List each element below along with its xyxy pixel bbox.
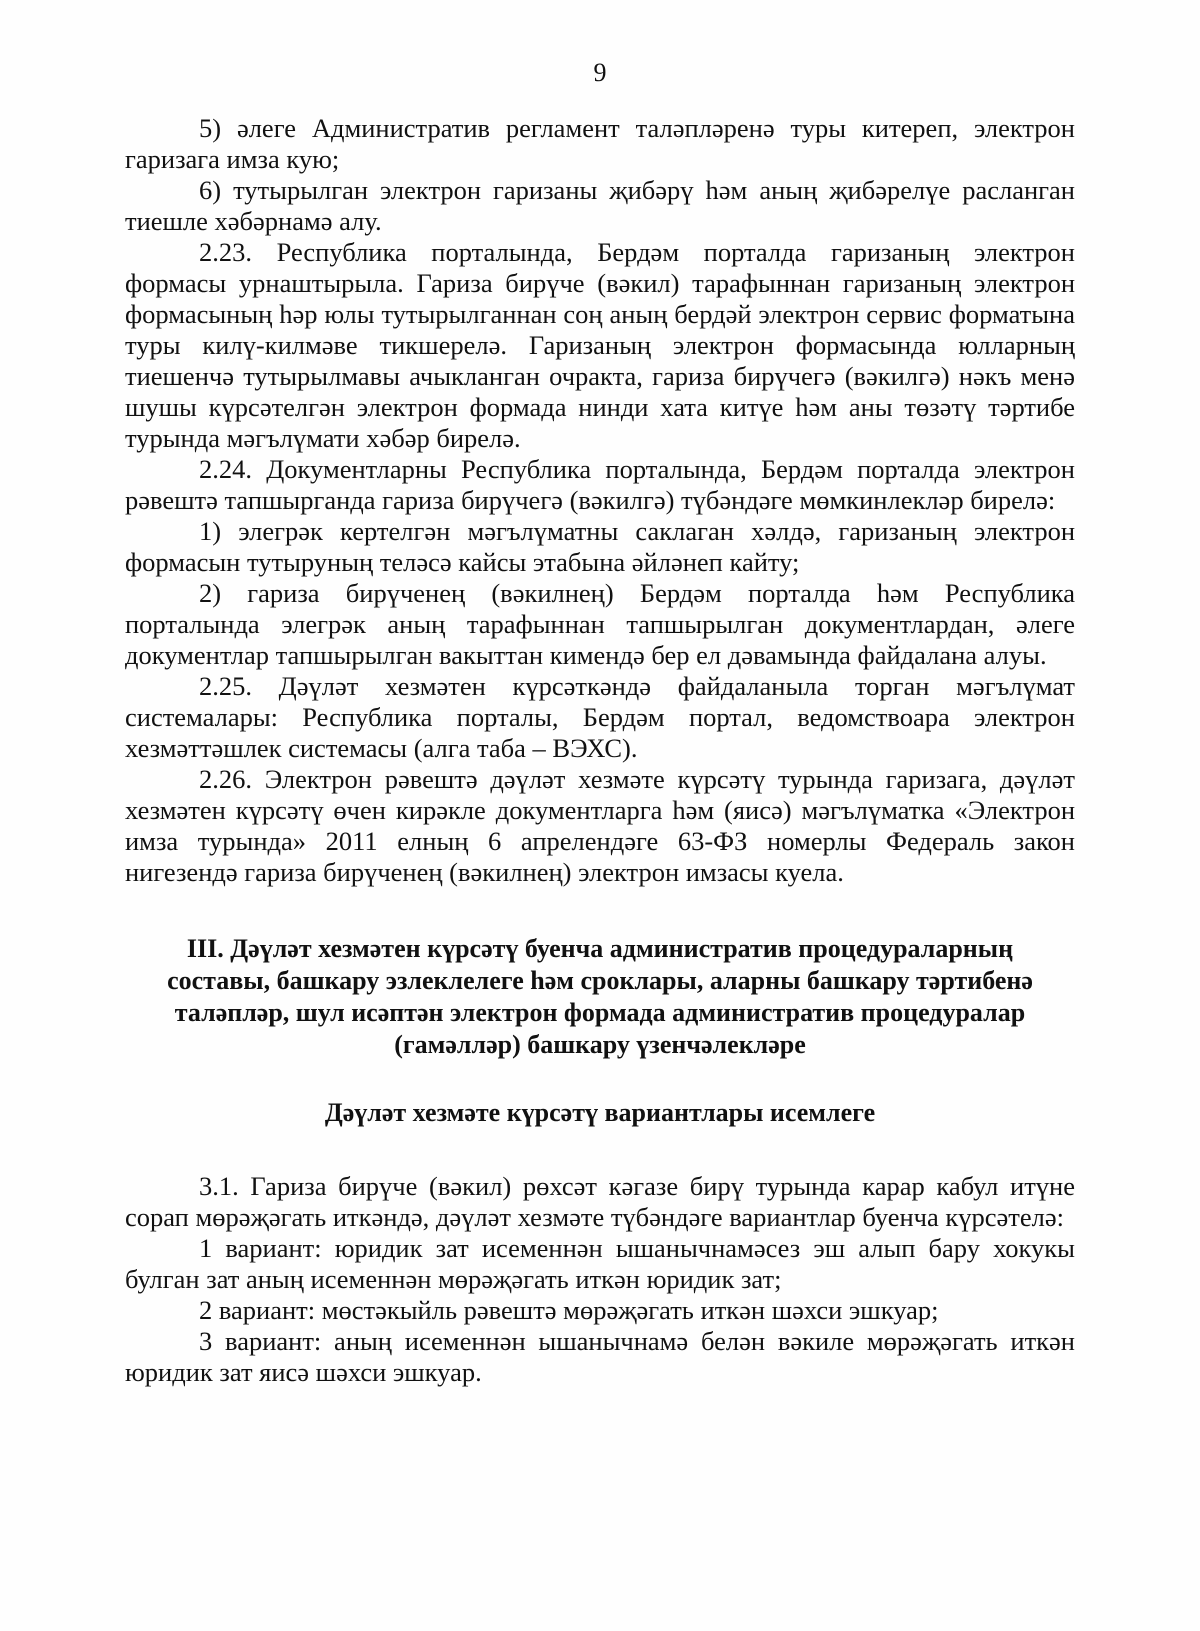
paragraph-item-5-signature: 5) әлеге Административ регламент таләпләренә туры китереп, электрон гаризага имза кую;: [125, 113, 1075, 174]
variant-1: 1 вариант: юридик зат исеменнән ышанычнамәсез эш алып бару хокукы булган зат аның исеменнән мөрәҗәгать иткән юридик зат;: [125, 1233, 1075, 1294]
paragraph-2-25: 2.25. Дәүләт хезмәтен күрсәткәндә файдаланыла торган мәгълүмат системалары: Республика порталы, Бердәм портал, ведомствоара электрон хезмәттәшлек системасы (алга таба – ВЭХС).: [125, 671, 1075, 763]
paragraph-2-24: 2.24. Документларны Республика порталында, Бердәм порталда электрон рәвештә тапшырганда гариза бирүчегә (вәкилгә) түбәндәге мөмкинлекләр бирелә:: [125, 454, 1075, 515]
paragraph-item-6-send: 6) тутырылган электрон гаризаны җибәрү һәм аның җибәрелүе расланган тиешле хәбәрнамә алу.: [125, 175, 1075, 236]
paragraph-2-24-item-1: 1) элегрәк кертелгән мәгълүматны саклаган хәлдә, гаризаның электрон формасын тутыруның теләсә кайсы этабына әйләнеп кайту;: [125, 516, 1075, 577]
section-heading: III. Дәүләт хезмәтен күрсәтү буенча административ процедураларның составы, башкару эзлеклелеге һәм сроклары, аларны башкару тәртибенә таләпләр, шул исәптән электрон формада административ процедуралар (гамәлләр) башкару үзенчәлекләре: [167, 934, 1033, 1059]
sub-heading: Дәүләт хезмәте күрсәтү вариантлары исемлеге: [324, 1098, 876, 1127]
variant-2: 2 вариант: мөстәкыйль рәвештә мөрәҗәгать иткән шәхси эшкуар;: [199, 1295, 939, 1325]
paragraph-3-1: 3.1. Гариза бирүче (вәкил) рөхсәт кәгазе бирү турында карар кабул итүне сорап мөрәҗәгать иткәндә, дәүләт хезмәте түбәндәге вариантлар буенча күрсәтелә:: [125, 1171, 1075, 1232]
paragraph-2-23: 2.23. Республика порталында, Бердәм порталда гаризаның электрон формасы урнаштырыла. Гариза бирүче (вәкил) тарафыннан гаризаның электрон формасының һәр юлы тутырылганнан соң аның бердәй электрон сервис форматына туры килү-килмәве тикшерелә. Гаризаның электрон формасында юлларның тиешенчә тутырылмавы ачыкланган очракта, гариза бирүчегә (вәкилгә) нәкъ менә шушы күрсәтелгән электрон формада нинди хата китүе һәм аны төзәтү тәртибе турында мәгълүмати хәбәр бирелә.: [125, 237, 1075, 453]
paragraph-2-24-item-2: 2) гариза бирүченең (вәкилнең) Бердәм порталда һәм Республика порталында элегрәк аның тарафыннан тапшырылган документлардан, әлеге документлар тапшырылган вакыттан кимендә бер ел дәвамында файдалана алуы.: [125, 578, 1075, 670]
paragraph-2-26: 2.26. Электрон рәвештә дәүләт хезмәте күрсәтү турында гаризага, дәүләт хезмәтен күрсәтү өчен кирәкле документларга һәм (яисә) мәгълүматка «Электрон имза турында» 2011 елның 6 апрелендәге 63-ФЗ номерлы Федераль закон нигезендә гариза бирүченең (вәкилнең) электрон имзасы куела.: [125, 764, 1075, 887]
document-body: [125, 113, 1075, 1388]
variant-3: 3 вариант: аның исеменнән ышанычнамә белән вәкиле мөрәҗәгать иткән юридик зат яисә шәхси эшкуар.: [125, 1326, 1075, 1387]
page-number: 9: [593, 58, 607, 87]
